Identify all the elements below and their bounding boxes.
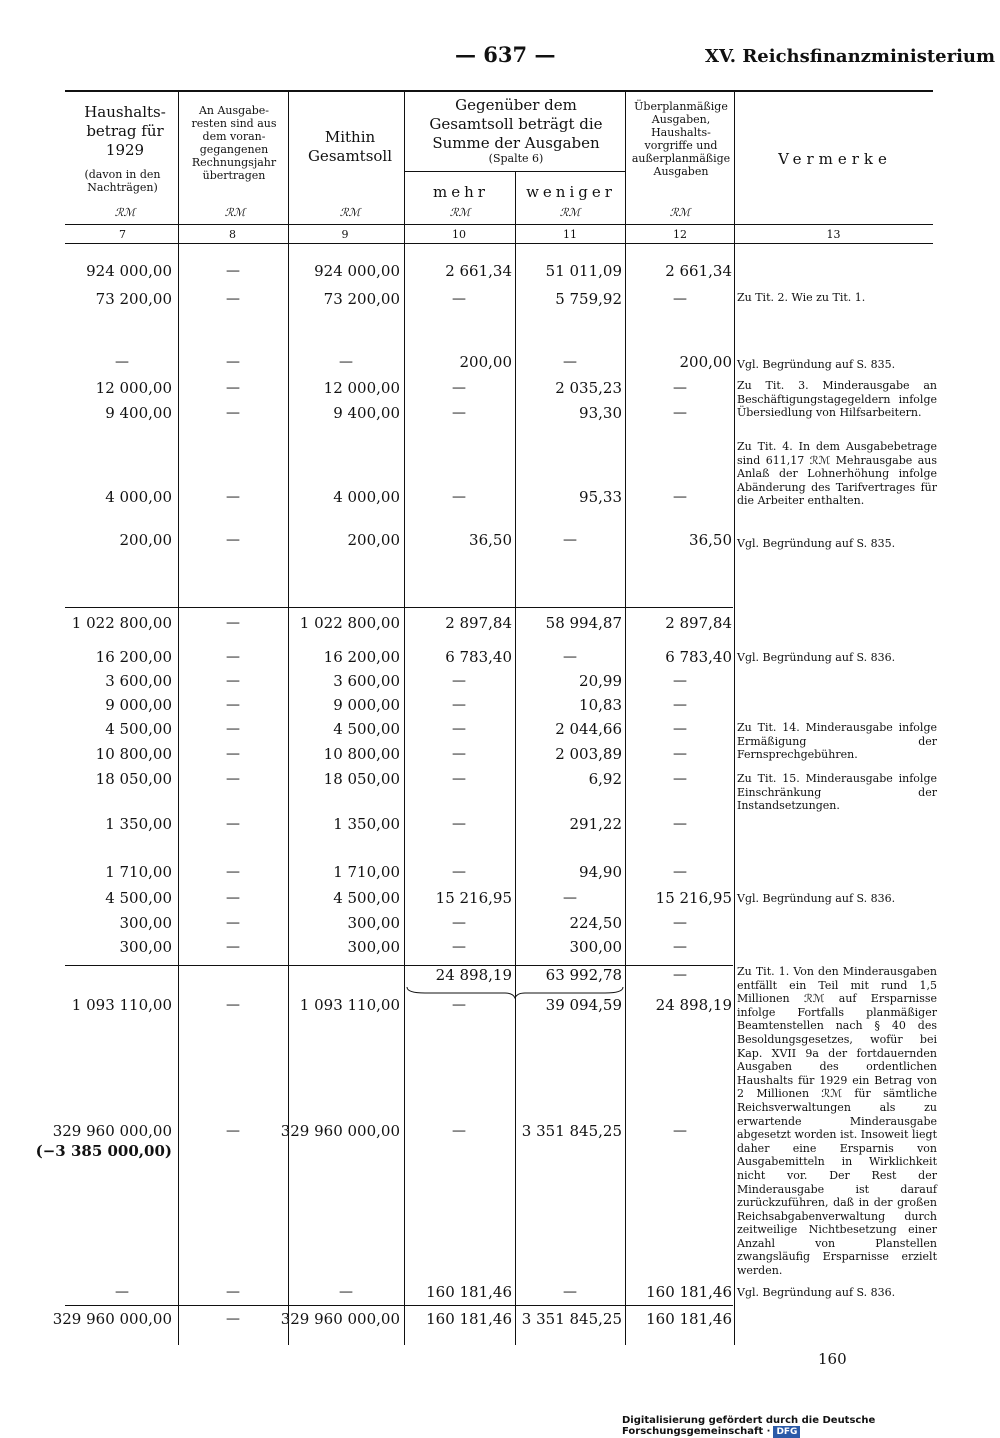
table-cell: 4 000,00 (333, 488, 400, 506)
table-cell: — (226, 915, 240, 931)
table-cell: 18 050,00 (323, 770, 400, 788)
table-cell: 6 783,40 (445, 648, 512, 666)
footer-text: Digitalisierung gefördert durch die Deutsche Forschungsgemeinschaft · (622, 1415, 876, 1437)
col10-header: mehr (433, 183, 489, 201)
col-sep (288, 90, 289, 1345)
col7-header: Haushalts-betrag für 1929 (84, 103, 166, 159)
table-cell: 15 216,95 (655, 889, 732, 907)
table-cell: 6 783,40 (665, 648, 732, 666)
table-cell: 329 960 000,00 (280, 1122, 400, 1140)
col-number: 12 (673, 228, 687, 241)
table-cell: — (563, 649, 577, 665)
table-cell: — (452, 721, 466, 737)
table-cell: 200,00 (679, 353, 732, 371)
total-rule (65, 1305, 733, 1306)
remark-text: Vgl. Begründung auf S. 835. (737, 358, 896, 371)
col7-subheader: (davon in den Nachträgen) (84, 168, 161, 194)
table-cell: 924 000,00 (86, 262, 172, 280)
table-cell: — (452, 939, 466, 955)
table-cell: 4 500,00 (105, 720, 172, 738)
unit-label: ℛℳ (339, 206, 361, 219)
table-cell: 1 710,00 (333, 863, 400, 881)
table-cell: 3 600,00 (105, 672, 172, 690)
table-cell: — (226, 890, 240, 906)
table-cell: 3 600,00 (333, 672, 400, 690)
table-cell: 1 350,00 (105, 815, 172, 833)
table-cell: 51 011,09 (545, 262, 622, 280)
table-cell: — (115, 354, 129, 370)
col-number: 7 (119, 228, 126, 241)
table-cell: — (563, 532, 577, 548)
table-cell: — (452, 380, 466, 396)
table-cell: 1 350,00 (333, 815, 400, 833)
table-cell: — (452, 816, 466, 832)
table-cell: — (452, 771, 466, 787)
table-cell: — (339, 1284, 353, 1300)
table-cell: — (115, 1284, 129, 1300)
table-cell: — (226, 263, 240, 279)
table-cell: 10 800,00 (323, 745, 400, 763)
table-cell: 200,00 (119, 531, 172, 549)
table-cell: — (226, 864, 240, 880)
table-cell: 160 181,46 (426, 1310, 512, 1328)
remark-text: Zu Tit. 3. Minderausgabe an Beschäftigungstagegeldern infolge Übersiedlung von Hilfsarbeitern. (737, 379, 937, 420)
table-cell: — (226, 532, 240, 548)
table-cell: — (673, 1123, 687, 1139)
table-cell: 291,22 (569, 815, 622, 833)
table-cell: 36,50 (689, 531, 732, 549)
table-cell: — (226, 746, 240, 762)
table-cell: 10 800,00 (95, 745, 172, 763)
table-cell: — (452, 997, 466, 1013)
remark-text: Zu Tit. 2. Wie zu Tit. 1. (737, 291, 866, 304)
table-cell: — (563, 354, 577, 370)
col-number: 11 (563, 228, 577, 241)
table-cell: 36,50 (469, 531, 512, 549)
table-cell: 12 000,00 (323, 379, 400, 397)
unit-label: ℛℳ (449, 206, 471, 219)
table-cell: — (452, 405, 466, 421)
table-cell: — (452, 489, 466, 505)
table-cell: — (673, 939, 687, 955)
col-number: 9 (341, 228, 349, 241)
table-cell: — (339, 354, 353, 370)
table-cell: — (452, 697, 466, 713)
table-cell: 20,99 (579, 672, 622, 690)
table-cell: 300,00 (119, 938, 172, 956)
col-sep (515, 171, 516, 1345)
table-cell: 4 500,00 (105, 889, 172, 907)
col-sep (404, 90, 405, 1345)
table-cell: — (226, 489, 240, 505)
table-cell: 95,33 (579, 488, 622, 506)
digitization-footer (622, 1415, 1000, 1438)
table-cell: 6,92 (588, 770, 622, 788)
table-cell: 924 000,00 (314, 262, 400, 280)
remark-text: Vgl. Begründung auf S. 836. (737, 651, 896, 664)
table-cell: — (226, 1311, 240, 1327)
table-cell: 16 200,00 (95, 648, 172, 666)
unit-label: ℛℳ (559, 206, 581, 219)
table-cell: 9 400,00 (105, 404, 172, 422)
remark-text: Vgl. Begründung auf S. 836. (737, 892, 896, 905)
col-sep (734, 90, 735, 1345)
table-cell: 3 351 845,25 (521, 1122, 622, 1140)
unit-label: ℛℳ (669, 206, 691, 219)
table-cell: 329 960 000,00 (52, 1310, 172, 1328)
page-number: — 637 — (455, 42, 556, 67)
table-cell: 63 992,78 (545, 966, 622, 984)
table-cell: 200,00 (459, 353, 512, 371)
group1-rule (65, 607, 733, 608)
table-cell: — (563, 1284, 577, 1300)
table-cell: 1 022 800,00 (71, 614, 172, 632)
table-cell: — (226, 649, 240, 665)
table-cell: — (226, 291, 240, 307)
table-cell: — (226, 1284, 240, 1300)
table-cell: — (226, 816, 240, 832)
table-cell: — (226, 939, 240, 955)
table-cell: 18 050,00 (95, 770, 172, 788)
table-cell: 16 200,00 (323, 648, 400, 666)
table-cell: 2 661,34 (665, 262, 732, 280)
remark-text: Vgl. Begründung auf S. 836. (737, 1286, 896, 1299)
table-cell: — (673, 771, 687, 787)
table-cell: 2 661,34 (445, 262, 512, 280)
table-cell: — (673, 380, 687, 396)
unit-label: ℛℳ (114, 206, 136, 219)
col13-header: Vermerke (778, 150, 892, 168)
table-cell: — (226, 673, 240, 689)
table-cell-note: (−3 385 000,00) (35, 1142, 172, 1160)
col10-11-group-subheader: (Spalte 6) (488, 152, 544, 165)
table-cell: 200,00 (347, 531, 400, 549)
table-cell: 93,30 (579, 404, 622, 422)
table-cell: 2 003,89 (555, 745, 622, 763)
table-cell: — (673, 967, 687, 983)
table-cell: 73 200,00 (95, 290, 172, 308)
table-cell: 4 000,00 (105, 488, 172, 506)
table-top-rule (65, 90, 933, 92)
header-rule (65, 243, 933, 244)
table-cell: 24 898,19 (435, 966, 512, 984)
table-cell: — (673, 864, 687, 880)
table-cell: 3 351 845,25 (521, 1310, 622, 1328)
page-footer-number: 160 (818, 1350, 847, 1368)
table-cell: — (673, 405, 687, 421)
table-cell: 300,00 (347, 914, 400, 932)
col10-11-group-header: Gegenüber dem Gesamtsoll beträgt die Summe der Ausgaben (429, 96, 603, 152)
table-cell: 1 093 110,00 (299, 996, 400, 1014)
col12-header: Überplanmäßige Ausgaben, Haushalts-vorgriffe und außerplanmäßige Ausgaben (631, 100, 731, 178)
table-cell: 24 898,19 (655, 996, 732, 1014)
dfg-logo: DFG (773, 1426, 800, 1438)
table-cell: 329 960 000,00 (280, 1310, 400, 1328)
remark-text: Zu Tit. 15. Minderausgabe infolge Einschränkung der Instandsetzungen. (737, 772, 937, 813)
brace-mark (405, 985, 625, 999)
table-cell: 2 897,84 (665, 614, 732, 632)
col-sep (625, 90, 626, 1345)
table-cell: — (452, 915, 466, 931)
remark-text: Vgl. Begründung auf S. 835. (737, 537, 896, 550)
table-cell: — (226, 697, 240, 713)
table-cell: — (226, 405, 240, 421)
table-cell: — (226, 380, 240, 396)
col-number: 13 (826, 228, 841, 241)
table-cell: 1 093 110,00 (71, 996, 172, 1014)
table-cell: 224,50 (569, 914, 622, 932)
table-cell: 300,00 (569, 938, 622, 956)
table-cell: — (673, 291, 687, 307)
table-cell: 73 200,00 (323, 290, 400, 308)
table-cell: — (673, 746, 687, 762)
table-cell: 160 181,46 (646, 1310, 732, 1328)
col8-header: An Ausgabe-resten sind aus dem voran-gegangenen Rechnungsjahr übertragen (191, 104, 277, 182)
table-cell: 12 000,00 (95, 379, 172, 397)
table-cell: 9 000,00 (333, 696, 400, 714)
table-cell: 1 710,00 (105, 863, 172, 881)
table-cell: 329 960 000,00 (52, 1122, 172, 1140)
table-cell: — (452, 1123, 466, 1139)
remark-text: Zu Tit. 4. In dem Ausgabebetrage sind 611,17 ℛℳ Mehrausgabe aus Anlaß der Lohnerhöhung infolge Abänderung des Tarifvertrages für die Arbeiter enthalten. (737, 440, 937, 508)
table-cell: 4 500,00 (333, 889, 400, 907)
table-cell: 300,00 (347, 938, 400, 956)
table-cell: 58 994,87 (545, 614, 622, 632)
col-number: 10 (452, 228, 466, 241)
table-cell: 10,83 (579, 696, 622, 714)
remark-text: Zu Tit. 14. Minderausgabe infolge Ermäßigung der Fernsprechgebühren. (737, 721, 937, 762)
table-cell: 5 759,92 (555, 290, 622, 308)
table-cell: — (226, 354, 240, 370)
table-cell: 160 181,46 (426, 1283, 512, 1301)
table-cell: 15 216,95 (435, 889, 512, 907)
table-cell: — (452, 746, 466, 762)
table-cell: — (226, 997, 240, 1013)
table-cell: — (563, 890, 577, 906)
col9-header: Mithin Gesamtsoll (307, 128, 393, 165)
table-cell: — (673, 816, 687, 832)
table-cell: — (673, 673, 687, 689)
table-cell: 9 000,00 (105, 696, 172, 714)
table-cell: — (226, 1123, 240, 1139)
unit-label: ℛℳ (224, 206, 246, 219)
section-title: XV. Reichsfinanzministerium (705, 46, 996, 67)
table-cell: — (673, 915, 687, 931)
unit-rule (65, 224, 933, 225)
col-number: 8 (229, 228, 236, 241)
table-cell: 2 035,23 (555, 379, 622, 397)
table-cell: 4 500,00 (333, 720, 400, 738)
remark-text: Zu Tit. 1. Von den Minderausgaben entfällt ein Teil mit rund 1,5 Millionen ℛℳ auf Ersparnisse infolge Fortfalls planmäßiger Beamtenstellen nach § 40 des Besoldungsgesetzes, wofür bei Kap. XVII 9a der fortdauernden Ausgaben des ordentlichen Haushalts für 1929 ein Betrag von 2 Millionen ℛℳ für sämtliche Reichsverwaltungen als zu erwartende Minderausgabe abgesetzt worden ist. Insoweit liegt daher eine Ersparnis von Ausgabemitteln in Wirklichkeit nicht vor. Der Rest der Minderausgabe ist darauf zurückzuführen, daß in der großen Reichsabgabenverwaltung durch zeitweilige Nichtbesetzung einer Anzahl von Planstellen zwangsläufig Ersparnisse erzielt werden. (737, 965, 937, 1278)
group2-rule (65, 965, 733, 966)
table-cell: 2 044,66 (555, 720, 622, 738)
table-cell: — (452, 291, 466, 307)
table-cell: — (673, 721, 687, 737)
table-cell: — (673, 697, 687, 713)
table-cell: 9 400,00 (333, 404, 400, 422)
table-cell: 160 181,46 (646, 1283, 732, 1301)
table-cell: — (226, 771, 240, 787)
table-cell: 1 022 800,00 (299, 614, 400, 632)
table-cell: 94,90 (579, 863, 622, 881)
table-cell: — (452, 673, 466, 689)
table-cell: — (226, 721, 240, 737)
table-cell: 39 094,59 (545, 996, 622, 1014)
table-cell: 2 897,84 (445, 614, 512, 632)
table-cell: 300,00 (119, 914, 172, 932)
col11-header: weniger (526, 183, 616, 201)
table-cell: — (452, 864, 466, 880)
col-sep (178, 90, 179, 1345)
table-cell: — (226, 615, 240, 631)
table-cell: — (673, 489, 687, 505)
